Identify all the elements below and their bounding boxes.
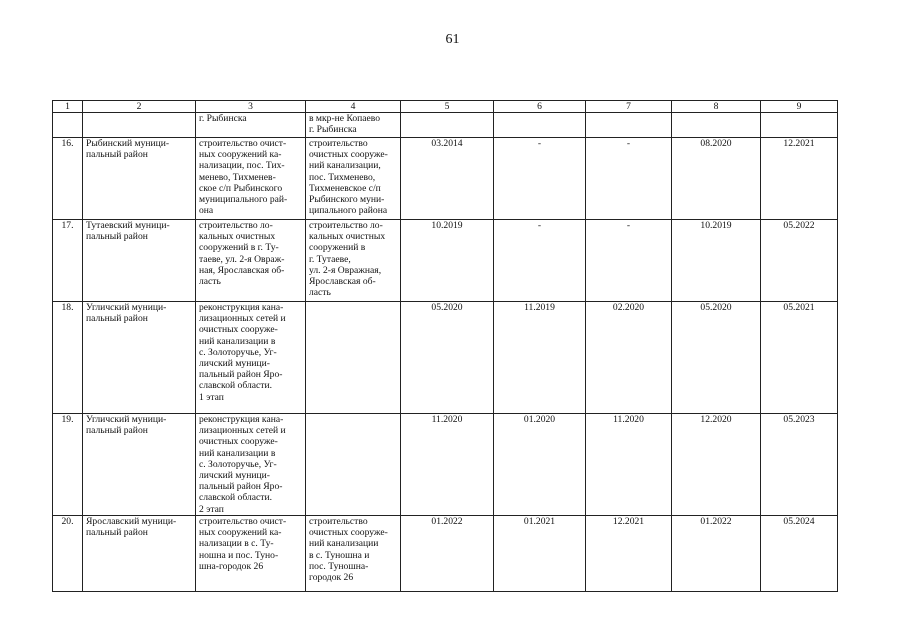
table-row	[53, 414, 838, 516]
row-number: 16.	[53, 138, 83, 220]
date-cell: 12.2020	[672, 414, 761, 516]
row-number: 18.	[53, 302, 83, 414]
header-cell: 6	[494, 101, 586, 113]
continuation-row	[53, 113, 838, 138]
table-cell	[586, 113, 672, 138]
object-cell: строительство ло- кальных очистных сооружений в г. Тутаеве, ул. 2-я Овражная, Ярославская об- ласть	[306, 220, 401, 302]
district-cell: Ярославский муници- пальный район	[83, 516, 196, 592]
date-cell: 05.2024	[761, 516, 838, 592]
object-cell	[306, 302, 401, 414]
date-cell: -	[494, 220, 586, 302]
object-cell: строительство очистных сооруже- ний канализации, пос. Тихменево, Тихменевское с/п Рыбинского муни- ципального района	[306, 138, 401, 220]
table-cell: г. Рыбинска	[196, 113, 306, 138]
date-cell: -	[586, 138, 672, 220]
object-cell	[306, 414, 401, 516]
date-cell: 05.2020	[401, 302, 494, 414]
table-cell	[672, 113, 761, 138]
table-row	[53, 138, 838, 220]
district-cell: Угличский муници- пальный район	[83, 414, 196, 516]
object-cell: строительство очистных сооруже- ний канализации в с. Туношна и пос. Туношна- городок 26	[306, 516, 401, 592]
district-cell: Тутаевский муници- пальный район	[83, 220, 196, 302]
table-cell	[83, 113, 196, 138]
header-cell: 4	[306, 101, 401, 113]
header-cell: 2	[83, 101, 196, 113]
date-cell: 12.2021	[586, 516, 672, 592]
table-cell	[401, 113, 494, 138]
date-cell: 05.2022	[761, 220, 838, 302]
date-cell: 08.2020	[672, 138, 761, 220]
table-cell	[53, 113, 83, 138]
data-table	[52, 100, 838, 592]
date-cell: 10.2019	[672, 220, 761, 302]
header-cell: 3	[196, 101, 306, 113]
date-cell: -	[586, 220, 672, 302]
date-cell: 10.2019	[401, 220, 494, 302]
date-cell: 05.2023	[761, 414, 838, 516]
date-cell: 01.2022	[672, 516, 761, 592]
date-cell: 01.2021	[494, 516, 586, 592]
table-row	[53, 516, 838, 592]
row-number: 19.	[53, 414, 83, 516]
date-cell: 11.2019	[494, 302, 586, 414]
date-cell: 11.2020	[401, 414, 494, 516]
date-cell: 05.2020	[672, 302, 761, 414]
table-cell	[761, 113, 838, 138]
header-row	[53, 101, 838, 113]
header-cell: 5	[401, 101, 494, 113]
date-cell: 11.2020	[586, 414, 672, 516]
header-cell: 9	[761, 101, 838, 113]
page-number: 61	[445, 32, 460, 47]
table-row	[53, 302, 838, 414]
work-cell: строительство очист- ных сооружений ка- нализации в с. Ту- ношна и пос. Туно- шна-городок 26	[196, 516, 306, 592]
date-cell: 05.2021	[761, 302, 838, 414]
district-cell: Рыбинский муници- пальный район	[83, 138, 196, 220]
header-cell: 1	[53, 101, 83, 113]
date-cell: -	[494, 138, 586, 220]
date-cell: 01.2022	[401, 516, 494, 592]
district-cell: Угличский муници- пальный район	[83, 302, 196, 414]
header-cell: 8	[672, 101, 761, 113]
work-cell: строительство ло- кальных очистных сооружений в г. Ту- таеве, ул. 2-я Овраж- ная, Ярославская об- ласть	[196, 220, 306, 302]
date-cell: 12.2021	[761, 138, 838, 220]
header-cell: 7	[586, 101, 672, 113]
table-cell	[494, 113, 586, 138]
row-number: 20.	[53, 516, 83, 592]
date-cell: 01.2020	[494, 414, 586, 516]
date-cell: 02.2020	[586, 302, 672, 414]
work-cell: реконструкция кана- лизационных сетей и очистных сооруже- ний канализации в с. Золоторучье, Уг- личский муници- пальный район Яро- славской области. 1 этап	[196, 302, 306, 414]
table-row	[53, 220, 838, 302]
work-cell: строительство очист- ных сооружений ка- нализации, пос. Тих- менево, Тихменев- ское с/п Рыбинского муниципального рай- она	[196, 138, 306, 220]
work-cell: реконструкция кана- лизационных сетей и очистных сооруже- ний канализации в с. Золоторучье, Уг- личский муници- пальный район Яро- славской области. 2 этап	[196, 414, 306, 516]
table-cell: в мкр-не Копаево г. Рыбинска	[306, 113, 401, 138]
row-number: 17.	[53, 220, 83, 302]
date-cell: 03.2014	[401, 138, 494, 220]
